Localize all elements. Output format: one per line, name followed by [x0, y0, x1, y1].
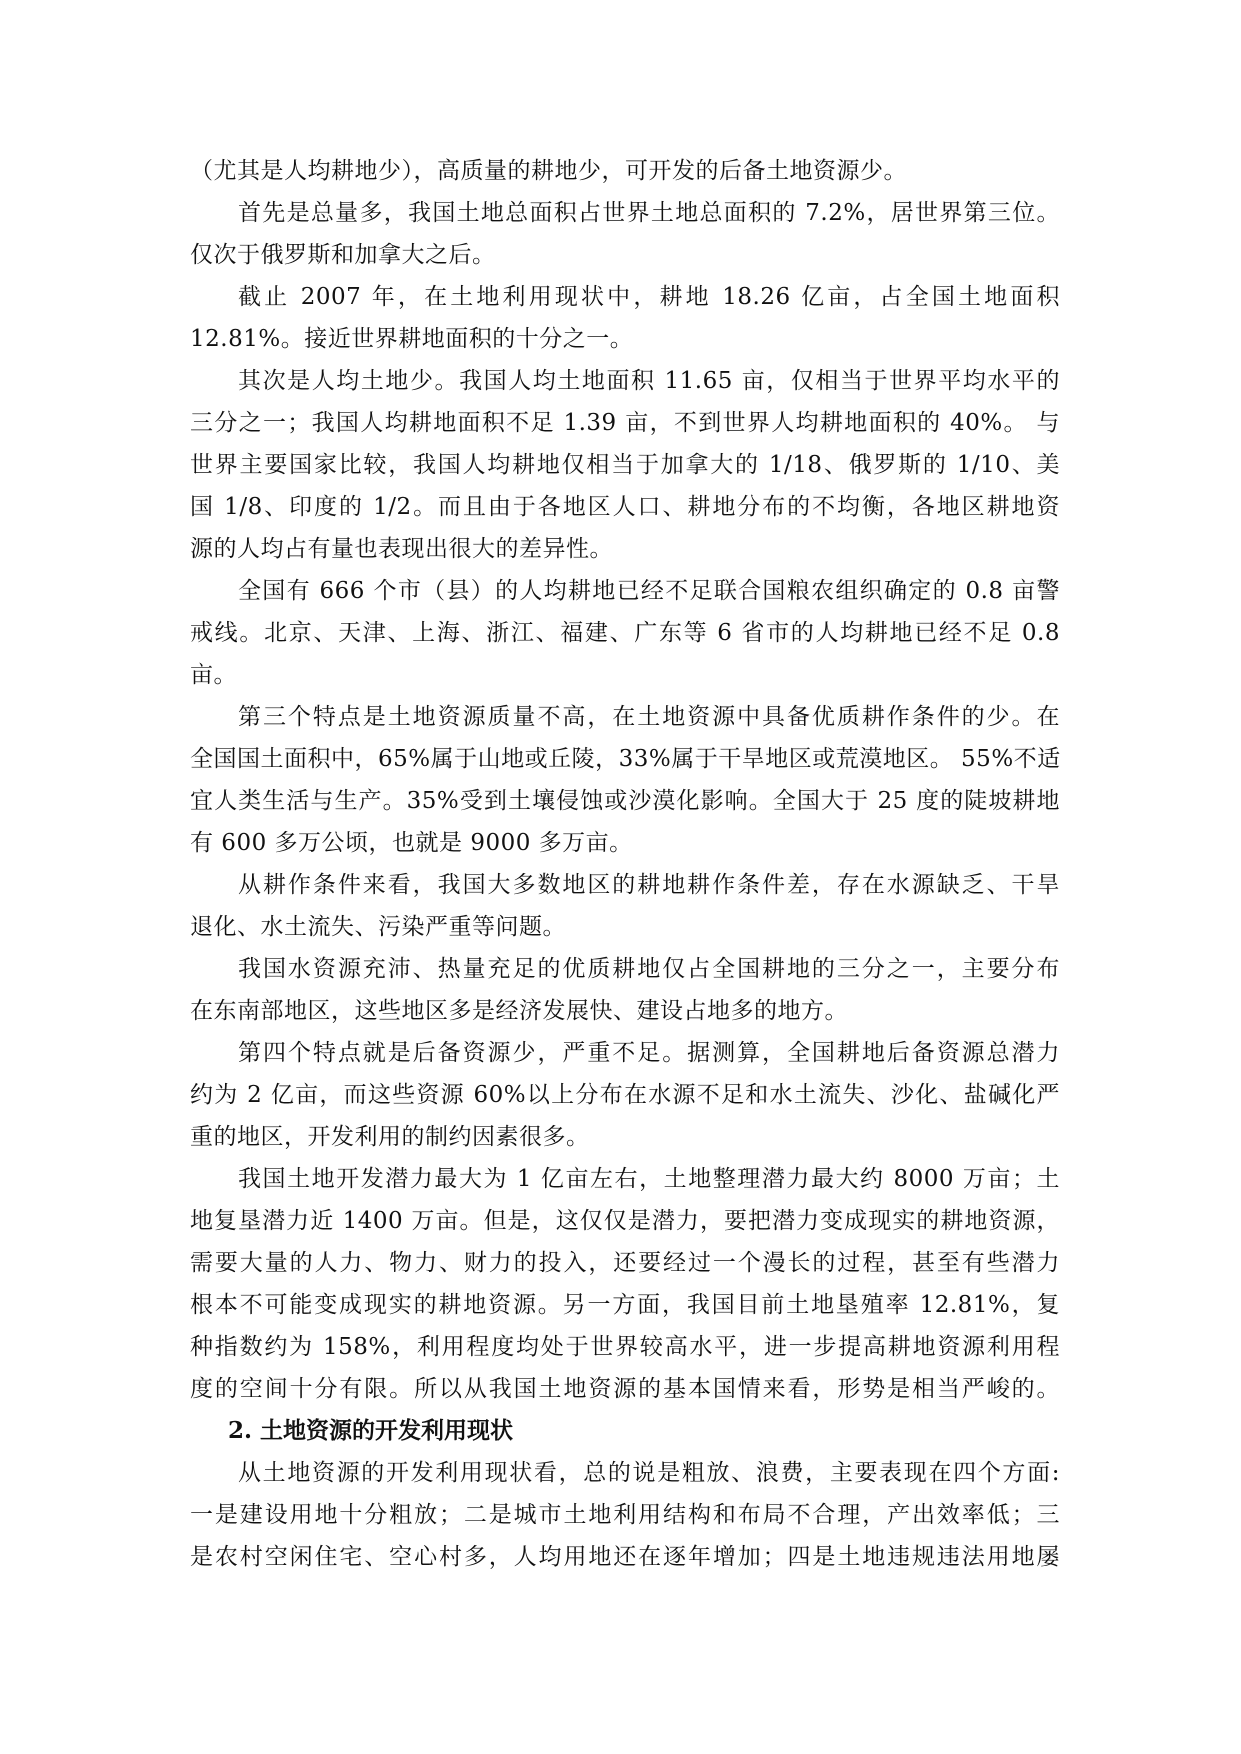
text-line: 三分之一；我国人均耕地面积不足 1.39 亩，不到世界人均耕地面积的 40%。 与	[190, 410, 1060, 436]
text-line: 仅次于俄罗斯和加拿大之后。	[190, 242, 496, 268]
text-line: 戒线。北京、天津、上海、浙江、福建、广东等 6 省市的人均耕地已经不足 0.8	[190, 620, 1060, 646]
text-line: 全国国土面积中，65%属于山地或丘陵，33%属于干旱地区或荒漠地区。 55%不适	[190, 746, 1061, 772]
text-line: 在东南部地区，这些地区多是经济发展快、建设占地多的地方。	[190, 998, 848, 1024]
text-line: 约为 2 亿亩，而这些资源 60%以上分布在水源不足和水土流失、沙化、盐碱化严	[190, 1082, 1060, 1108]
text-line: 我国水资源充沛、热量充足的优质耕地仅占全国耕地的三分之一，主要分布	[238, 956, 1060, 982]
text-line: 宜人类生活与生产。35%受到土壤侵蚀或沙漠化影响。全国大于 25 度的陡坡耕地	[190, 788, 1060, 814]
text-line: 第四个特点就是后备资源少，严重不足。据测算，全国耕地后备资源总潜力	[238, 1040, 1060, 1066]
text-line: 是农村空闲住宅、空心村多，人均用地还在逐年增加；四是土地违规违法用地屡	[190, 1544, 1060, 1570]
text-line: 国 1/8、印度的 1/2。而且由于各地区人口、耕地分布的不均衡，各地区耕地资	[190, 494, 1060, 520]
text-line: 源的人均占有量也表现出很大的差异性。	[190, 536, 613, 562]
text-line: 我国土地开发潜力最大为 1 亿亩左右，土地整理潜力最大约 8000 万亩；土	[238, 1166, 1060, 1192]
text-line: 退化、水土流失、污染严重等问题。	[190, 914, 566, 940]
text-line: 地复垦潜力近 1400 万亩。但是，这仅仅是潜力，要把潜力变成现实的耕地资源，	[190, 1208, 1060, 1234]
text-line: 有 600 多万公顷，也就是 9000 多万亩。	[190, 830, 633, 856]
text-line: 重的地区，开发利用的制约因素很多。	[190, 1124, 590, 1150]
text-line: 一是建设用地十分粗放；二是城市土地利用结构和布局不合理，产出效率低；三	[190, 1502, 1060, 1528]
text-line: 亩。	[190, 662, 237, 688]
text-line: 需要大量的人力、物力、财力的投入，还要经过一个漫长的过程，甚至有些潜力	[190, 1250, 1060, 1276]
text-line: 第三个特点是土地资源质量不高，在土地资源中具备优质耕作条件的少。在	[238, 704, 1060, 730]
document-page	[190, 150, 1060, 1578]
text-line: 世界主要国家比较，我国人均耕地仅相当于加拿大的 1/18、俄罗斯的 1/10、美	[190, 452, 1060, 478]
text-line: 全国有 666 个市（县）的人均耕地已经不足联合国粮农组织确定的 0.8 亩警	[238, 578, 1060, 604]
text-line: 从土地资源的开发利用现状看，总的说是粗放、浪费，主要表现在四个方面:	[238, 1460, 1060, 1486]
text-line: 根本不可能变成现实的耕地资源。另一方面，我国目前土地垦殖率 12.81%，复	[190, 1292, 1060, 1318]
text-line: 种指数约为 158%，利用程度均处于世界较高水平，进一步提高耕地资源利用程	[190, 1334, 1060, 1360]
text-line: 12.81%。接近世界耕地面积的十分之一。	[190, 326, 634, 352]
text-line: 首先是总量多，我国土地总面积占世界土地总面积的 7.2%，居世界第三位。	[238, 200, 1060, 226]
text-line: 其次是人均土地少。我国人均土地面积 11.65 亩，仅相当于世界平均水平的	[238, 368, 1060, 394]
text-line: 截止 2007 年，在土地利用现状中，耕地 18.26 亿亩，占全国土地面积	[238, 284, 1060, 310]
text-line: 从耕作条件来看，我国大多数地区的耕地耕作条件差，存在水源缺乏、干旱	[238, 872, 1060, 898]
section-heading: 2. 土地资源的开发利用现状	[228, 1417, 514, 1444]
text-line: （尤其是人均耕地少），高质量的耕地少，可开发的后备土地资源少。	[190, 158, 907, 184]
text-line: 度的空间十分有限。所以从我国土地资源的基本国情来看，形势是相当严峻的。	[190, 1376, 1060, 1402]
